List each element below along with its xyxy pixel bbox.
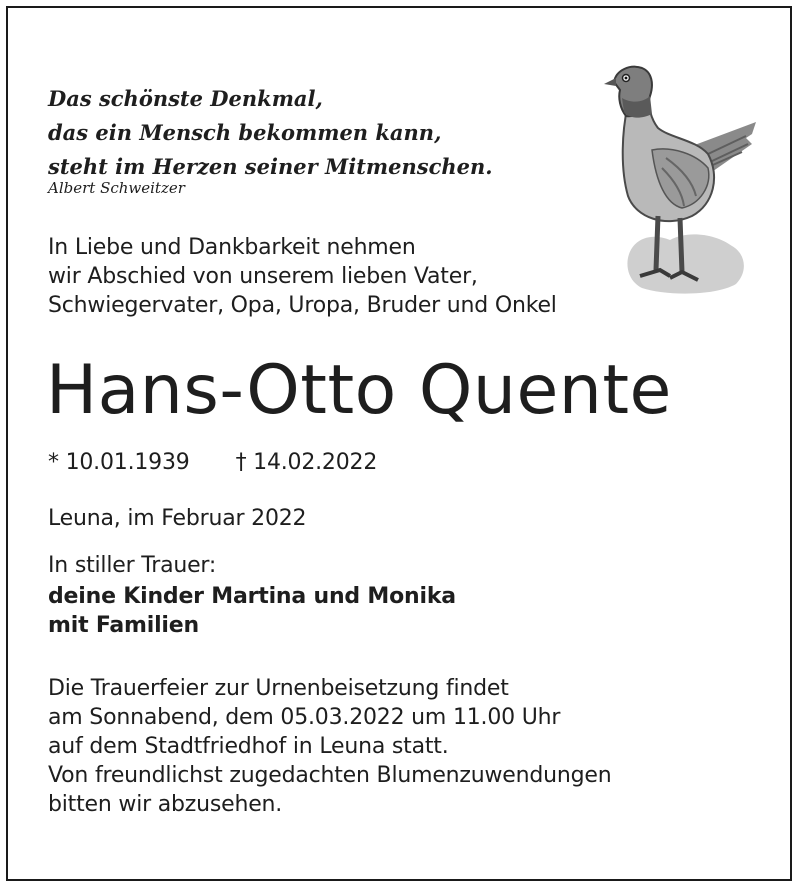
intro-line: Schwiegervater, Opa, Uropa, Bruder und Onkel bbox=[48, 293, 557, 318]
mourners-label: In stiller Trauer: bbox=[48, 553, 217, 578]
quote-line: das ein Mensch bekommen kann, bbox=[48, 120, 442, 145]
mourners-line: mit Familien bbox=[48, 613, 199, 638]
deceased-name: Hans-Otto Quente bbox=[46, 351, 672, 430]
ceremony-line: bitten wir abzusehen. bbox=[48, 792, 283, 817]
ceremony-line: am Sonnabend, dem 05.03.2022 um 11.00 Uhr bbox=[48, 705, 561, 730]
ceremony-line: auf dem Stadtfriedhof in Leuna statt. bbox=[48, 734, 449, 759]
ceremony-line: Von freundlichst zugedachten Blumenzuwendungen bbox=[48, 763, 612, 788]
intro-line: In Liebe und Dankbarkeit nehmen bbox=[48, 235, 416, 260]
ceremony-text bbox=[48, 674, 611, 819]
quote-line: Das schönste Denkmal, bbox=[48, 86, 323, 111]
pigeon-icon bbox=[596, 58, 766, 308]
obituary-frame bbox=[6, 6, 792, 881]
death-date: † 14.02.2022 bbox=[235, 450, 378, 475]
intro-line: wir Abschied von unserem lieben Vater, bbox=[48, 264, 478, 289]
mourners-line: deine Kinder Martina und Monika bbox=[48, 584, 456, 609]
mourners-names bbox=[48, 582, 456, 640]
place-date: Leuna, im Februar 2022 bbox=[48, 506, 307, 531]
ceremony-line: Die Trauerfeier zur Urnenbeisetzung findet bbox=[48, 676, 509, 701]
quote bbox=[48, 82, 493, 184]
quote-line: steht im Herzen seiner Mitmenschen. bbox=[48, 154, 493, 179]
life-dates bbox=[48, 448, 377, 477]
intro-text bbox=[48, 233, 557, 320]
quote-author: Albert Schweitzer bbox=[48, 179, 185, 197]
birth-date: * 10.01.1939 bbox=[48, 450, 190, 475]
